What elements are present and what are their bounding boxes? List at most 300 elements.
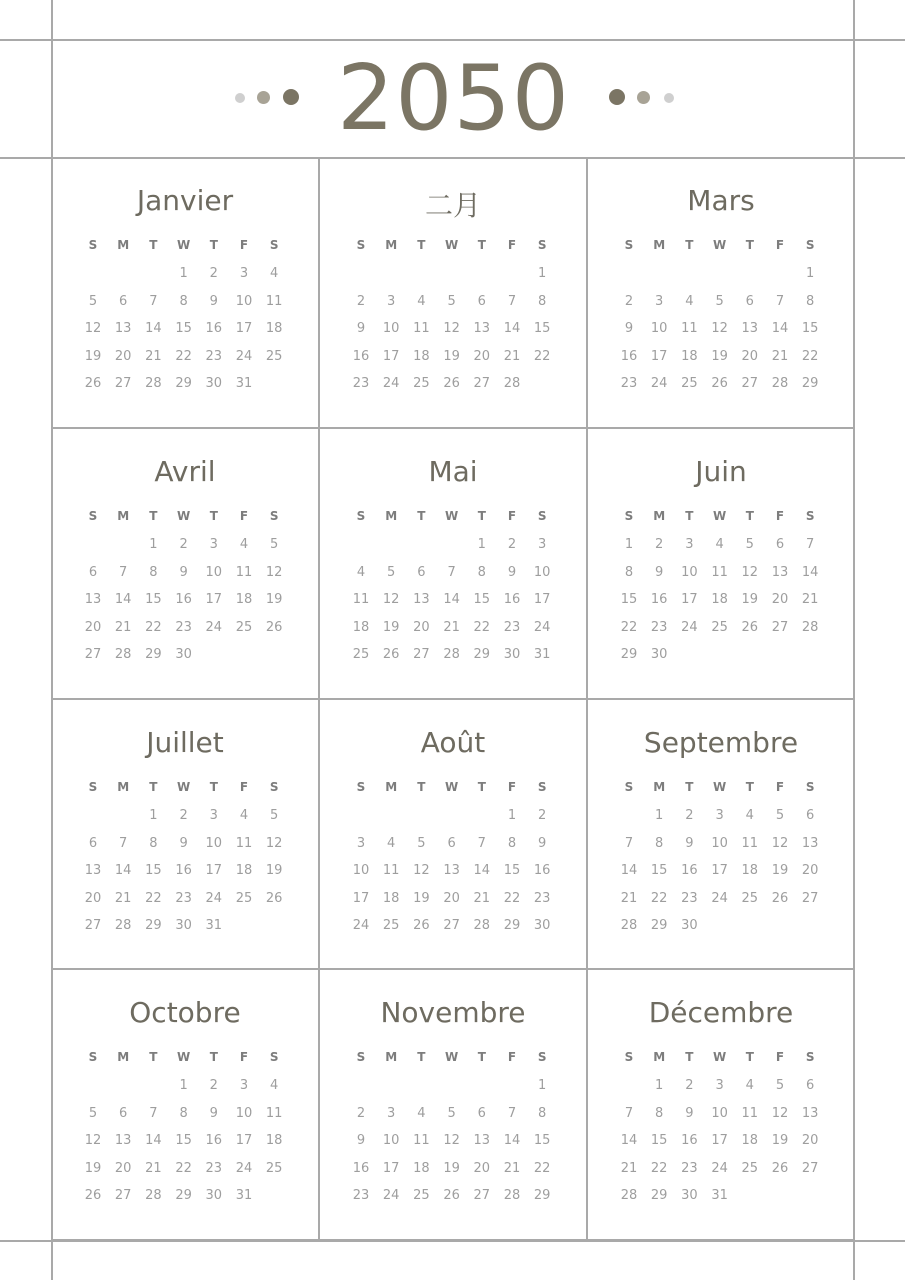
- day-cell: 25: [413, 1188, 430, 1204]
- weekday-label: F: [775, 780, 785, 794]
- dot-icon: [609, 89, 625, 105]
- month-10: [52, 970, 320, 1241]
- day-cell: 26: [382, 647, 400, 663]
- day-cell: 2: [538, 808, 547, 823]
- day-cell: 10: [711, 1105, 728, 1121]
- day-cell: 2: [179, 808, 188, 823]
- day-cell: 1: [624, 537, 634, 552]
- day-cell: 20: [771, 592, 789, 608]
- day-cell: 21: [473, 890, 491, 906]
- day-cell: 5: [270, 808, 279, 823]
- day-cell: 24: [235, 1160, 253, 1176]
- day-cell: 6: [88, 835, 98, 851]
- day-cell: 3: [387, 293, 396, 309]
- day-cell: 22: [650, 890, 668, 906]
- day-cell: 24: [205, 890, 223, 906]
- day-cell: 17: [382, 348, 400, 364]
- day-cell: 12: [443, 321, 460, 337]
- day-cell: 2: [209, 266, 218, 281]
- day-cell: 12: [413, 863, 430, 879]
- day-cell: 26: [265, 890, 283, 906]
- weekday-label: M: [117, 780, 130, 794]
- day-cell: 19: [771, 1133, 789, 1149]
- day-cell: 23: [533, 890, 551, 906]
- weekday-label: T: [685, 780, 694, 794]
- day-cell: 22: [620, 619, 638, 635]
- day-cell: 13: [741, 321, 759, 337]
- day-cell: 14: [114, 863, 132, 879]
- day-cell: 1: [806, 266, 815, 281]
- day-cell: 22: [533, 1160, 551, 1176]
- day-cell: 14: [801, 564, 819, 580]
- weekday-label: S: [88, 780, 98, 794]
- month-name: 二月: [424, 189, 481, 222]
- day-cell: 28: [145, 1188, 162, 1204]
- dot-icon: [664, 93, 674, 103]
- day-cell: 26: [443, 376, 460, 392]
- day-cell: 2: [356, 293, 366, 309]
- day-cell: 28: [620, 1188, 638, 1204]
- day-cell: 2: [209, 1078, 218, 1093]
- day-cell: 3: [209, 808, 218, 823]
- day-cell: 30: [681, 918, 698, 934]
- months-grid: [52, 158, 854, 1241]
- day-cell: 7: [477, 835, 486, 851]
- day-cell: 7: [119, 564, 128, 580]
- weekday-label: W: [712, 1050, 727, 1064]
- day-cell: 26: [771, 890, 789, 906]
- day-cell: 19: [265, 863, 283, 879]
- weekday-label: F: [507, 1050, 517, 1064]
- weekday-label: S: [624, 509, 634, 523]
- day-cell: 10: [382, 1133, 400, 1149]
- day-cell: 6: [417, 564, 426, 580]
- day-cell: 14: [114, 592, 132, 608]
- month-7: [52, 700, 320, 970]
- day-cell: 16: [681, 1133, 698, 1149]
- weekday-label: T: [417, 509, 426, 523]
- weekday-label: F: [775, 238, 785, 252]
- day-cell: 7: [624, 835, 634, 851]
- day-cell: 10: [205, 564, 223, 580]
- weekday-label: T: [417, 238, 426, 252]
- day-cell: 29: [801, 376, 819, 392]
- weekday-label: T: [149, 780, 158, 794]
- day-cell: 28: [145, 376, 162, 392]
- day-cell: 6: [88, 564, 98, 580]
- day-cell: 9: [507, 564, 517, 580]
- month-2: [320, 158, 588, 429]
- day-cell: 17: [205, 592, 223, 608]
- day-cell: 6: [806, 1078, 815, 1093]
- day-cell: 14: [145, 1133, 162, 1149]
- day-cell: 28: [443, 647, 460, 663]
- day-cell: 27: [413, 647, 430, 663]
- day-cell: 28: [620, 918, 638, 934]
- weekday-label: F: [239, 780, 249, 794]
- day-cell: 25: [265, 1160, 283, 1176]
- weekday-label: M: [117, 509, 130, 523]
- day-cell: 3: [209, 537, 218, 552]
- weekday-label: F: [239, 1050, 249, 1064]
- day-cell: 23: [620, 376, 638, 392]
- day-cell: 23: [681, 890, 698, 906]
- day-cell: 6: [447, 835, 456, 851]
- day-cell: 5: [775, 808, 785, 823]
- day-cell: 18: [265, 321, 283, 337]
- day-cell: 23: [205, 1160, 223, 1176]
- day-cell: 13: [473, 321, 491, 337]
- day-cell: 19: [741, 592, 759, 608]
- day-cell: 17: [650, 348, 668, 364]
- day-cell: 8: [179, 293, 188, 309]
- day-cell: 18: [711, 592, 728, 608]
- day-cell: 28: [801, 619, 819, 635]
- day-cell: 11: [235, 564, 253, 580]
- day-cell: 9: [685, 1105, 694, 1121]
- weekday-label: F: [507, 509, 517, 523]
- day-cell: 5: [775, 1078, 785, 1093]
- day-cell: 3: [356, 835, 366, 851]
- day-cell: 7: [149, 1105, 158, 1121]
- day-cell: 21: [145, 1160, 162, 1176]
- day-cell: 5: [745, 537, 754, 552]
- weekday-label: W: [176, 238, 191, 252]
- day-cell: 24: [235, 348, 253, 364]
- day-cell: 22: [650, 1160, 668, 1176]
- day-cell: 1: [149, 537, 158, 552]
- month-name: Janvier: [136, 184, 234, 217]
- day-cell: 10: [711, 835, 728, 851]
- year-title: 2050: [336, 46, 571, 151]
- weekday-label: T: [209, 1050, 218, 1064]
- weekday-label: T: [685, 1050, 694, 1064]
- day-cell: 29: [650, 1188, 668, 1204]
- month-name: Décembre: [648, 996, 794, 1029]
- day-cell: 26: [443, 1188, 460, 1204]
- day-cell: 17: [382, 1160, 400, 1176]
- day-cell: 1: [179, 266, 188, 281]
- weekday-label: S: [805, 238, 815, 252]
- month-name: Août: [420, 726, 486, 759]
- day-cell: 29: [620, 647, 638, 663]
- day-cell: 16: [175, 863, 192, 879]
- weekday-label: S: [356, 238, 366, 252]
- weekday-label: F: [507, 780, 517, 794]
- day-cell: 7: [806, 537, 815, 552]
- weekday-label: F: [239, 238, 249, 252]
- day-cell: 17: [352, 890, 370, 906]
- day-cell: 8: [477, 564, 486, 580]
- day-cell: 29: [533, 1188, 551, 1204]
- weekday-label: S: [356, 780, 366, 794]
- day-cell: 13: [801, 835, 819, 851]
- day-cell: 30: [681, 1188, 698, 1204]
- weekday-label: T: [745, 238, 754, 252]
- day-cell: 24: [533, 619, 551, 635]
- day-cell: 15: [145, 863, 162, 879]
- month-name: Avril: [154, 455, 216, 488]
- day-cell: 23: [650, 619, 668, 635]
- day-cell: 14: [473, 863, 491, 879]
- day-cell: 13: [801, 1105, 819, 1121]
- day-cell: 21: [801, 592, 819, 608]
- day-cell: 16: [205, 321, 223, 337]
- day-cell: 1: [538, 1078, 547, 1093]
- day-cell: 20: [801, 1133, 819, 1149]
- day-cell: 29: [145, 647, 162, 663]
- day-cell: 29: [503, 918, 521, 934]
- day-cell: 21: [620, 1160, 638, 1176]
- month-5: [320, 429, 588, 700]
- day-cell: 15: [533, 1133, 551, 1149]
- day-cell: 11: [413, 1133, 430, 1149]
- day-cell: 20: [801, 863, 819, 879]
- weekday-label: W: [444, 238, 459, 252]
- day-cell: 30: [650, 647, 668, 663]
- day-cell: 25: [235, 619, 253, 635]
- day-cell: 28: [473, 918, 491, 934]
- day-cell: 22: [145, 890, 162, 906]
- day-cell: 14: [503, 1133, 521, 1149]
- day-cell: 20: [84, 619, 102, 635]
- day-cell: 31: [711, 1188, 728, 1204]
- day-cell: 27: [741, 376, 759, 392]
- day-cell: 22: [473, 619, 491, 635]
- month-1: [52, 158, 320, 429]
- day-cell: 12: [711, 321, 728, 337]
- day-cell: 28: [771, 376, 789, 392]
- day-cell: 8: [624, 564, 634, 580]
- day-cell: 6: [119, 293, 128, 309]
- day-cell: 21: [114, 619, 132, 635]
- day-cell: 4: [715, 537, 724, 552]
- day-cell: 9: [209, 293, 218, 309]
- day-cell: 25: [681, 376, 698, 392]
- day-cell: 17: [235, 321, 253, 337]
- day-cell: 19: [84, 348, 102, 364]
- day-cell: 5: [417, 835, 426, 851]
- day-cell: 9: [655, 564, 664, 580]
- day-cell: 4: [417, 1105, 426, 1121]
- weekday-label: M: [117, 1050, 130, 1064]
- day-cell: 30: [503, 647, 521, 663]
- day-cell: 25: [741, 890, 759, 906]
- weekday-label: M: [653, 1050, 666, 1064]
- weekday-label: M: [385, 238, 398, 252]
- day-cell: 23: [175, 890, 192, 906]
- day-cell: 19: [443, 348, 460, 364]
- month-name: Mai: [428, 455, 478, 488]
- day-cell: 19: [413, 890, 430, 906]
- weekday-label: W: [712, 509, 727, 523]
- day-cell: 30: [205, 376, 223, 392]
- day-cell: 10: [382, 321, 400, 337]
- day-cell: 30: [175, 918, 192, 934]
- day-cell: 4: [239, 808, 249, 823]
- day-cell: 10: [235, 1105, 253, 1121]
- weekday-label: M: [653, 780, 666, 794]
- day-cell: 8: [538, 293, 547, 309]
- day-cell: 27: [84, 918, 102, 934]
- weekday-label: T: [477, 1050, 486, 1064]
- day-cell: 23: [352, 1188, 370, 1204]
- day-cell: 26: [84, 1188, 102, 1204]
- day-cell: 14: [771, 321, 789, 337]
- weekday-label: T: [209, 780, 218, 794]
- day-cell: 2: [356, 1105, 366, 1121]
- day-cell: 26: [413, 918, 430, 934]
- day-cell: 3: [239, 1078, 249, 1093]
- day-cell: 10: [681, 564, 698, 580]
- day-cell: 16: [503, 592, 521, 608]
- day-cell: 27: [443, 918, 460, 934]
- day-cell: 15: [650, 863, 668, 879]
- day-cell: 17: [205, 863, 223, 879]
- weekday-label: T: [477, 238, 486, 252]
- weekday-label: T: [745, 780, 754, 794]
- day-cell: 19: [382, 619, 400, 635]
- day-cell: 16: [175, 592, 192, 608]
- day-cell: 28: [503, 1188, 521, 1204]
- day-cell: 22: [533, 348, 551, 364]
- weekday-label: T: [745, 1050, 754, 1064]
- day-cell: 15: [145, 592, 162, 608]
- weekday-label: T: [685, 509, 694, 523]
- day-cell: 12: [265, 835, 283, 851]
- day-cell: 27: [801, 890, 819, 906]
- day-cell: 15: [650, 1133, 668, 1149]
- day-cell: 19: [711, 348, 728, 364]
- day-cell: 25: [235, 890, 253, 906]
- day-cell: 19: [84, 1160, 102, 1176]
- weekday-label: S: [624, 238, 634, 252]
- day-cell: 4: [270, 266, 279, 281]
- day-cell: 1: [149, 808, 158, 823]
- day-cell: 4: [270, 1078, 279, 1093]
- month-name: Juin: [695, 455, 747, 488]
- weekday-label: T: [209, 509, 218, 523]
- day-cell: 29: [145, 918, 162, 934]
- day-cell: 11: [413, 321, 430, 337]
- day-cell: 9: [179, 564, 188, 580]
- day-cell: 1: [655, 808, 664, 823]
- day-cell: 21: [503, 1160, 521, 1176]
- day-cell: 10: [235, 293, 253, 309]
- day-cell: 13: [114, 321, 132, 337]
- day-cell: 15: [473, 592, 491, 608]
- day-cell: 4: [685, 293, 694, 309]
- day-cell: 26: [741, 619, 759, 635]
- day-cell: 18: [413, 348, 430, 364]
- day-cell: 5: [447, 293, 456, 309]
- weekday-label: S: [805, 509, 815, 523]
- day-cell: 23: [681, 1160, 698, 1176]
- day-cell: 2: [507, 537, 517, 552]
- day-cell: 24: [681, 619, 698, 635]
- day-cell: 21: [620, 890, 638, 906]
- day-cell: 20: [114, 348, 132, 364]
- year-header: [53, 41, 854, 158]
- day-cell: 7: [507, 293, 517, 309]
- day-cell: 6: [745, 293, 754, 309]
- weekday-label: S: [88, 509, 98, 523]
- day-cell: 27: [473, 376, 491, 392]
- day-cell: 27: [801, 1160, 819, 1176]
- day-cell: 8: [149, 835, 158, 851]
- day-cell: 20: [114, 1160, 132, 1176]
- day-cell: 3: [655, 293, 664, 309]
- month-3: [588, 158, 854, 429]
- day-cell: 2: [685, 808, 694, 823]
- day-cell: 14: [145, 321, 162, 337]
- day-cell: 25: [413, 376, 430, 392]
- month-name: Octobre: [129, 996, 241, 1029]
- day-cell: 25: [382, 918, 400, 934]
- day-cell: 18: [235, 863, 253, 879]
- day-cell: 21: [503, 348, 521, 364]
- weekday-label: S: [805, 1050, 815, 1064]
- weekday-label: T: [745, 509, 754, 523]
- day-cell: 18: [352, 619, 370, 635]
- day-cell: 13: [771, 564, 789, 580]
- day-cell: 18: [235, 592, 253, 608]
- day-cell: 30: [175, 647, 192, 663]
- month-name: Mars: [687, 184, 755, 217]
- day-cell: 13: [114, 1133, 132, 1149]
- day-cell: 1: [655, 1078, 664, 1093]
- day-cell: 18: [413, 1160, 430, 1176]
- day-cell: 27: [771, 619, 789, 635]
- weekday-label: S: [269, 1050, 279, 1064]
- month-name: Septembre: [643, 726, 799, 759]
- day-cell: 12: [443, 1133, 460, 1149]
- day-cell: 6: [775, 537, 785, 552]
- day-cell: 9: [356, 321, 366, 337]
- day-cell: 11: [741, 835, 759, 851]
- weekday-label: M: [653, 509, 666, 523]
- day-cell: 9: [209, 1105, 218, 1121]
- day-cell: 21: [771, 348, 789, 364]
- day-cell: 26: [265, 619, 283, 635]
- weekday-label: S: [624, 1050, 634, 1064]
- day-cell: 16: [620, 348, 638, 364]
- day-cell: 30: [533, 918, 551, 934]
- day-cell: 4: [356, 564, 366, 580]
- day-cell: 12: [741, 564, 759, 580]
- day-cell: 16: [650, 592, 668, 608]
- day-cell: 29: [473, 647, 491, 663]
- day-cell: 24: [382, 1188, 400, 1204]
- month-8: [320, 700, 588, 970]
- weekday-label: S: [537, 780, 547, 794]
- day-cell: 5: [88, 293, 98, 309]
- day-cell: 21: [443, 619, 460, 635]
- day-cell: 20: [741, 348, 759, 364]
- day-cell: 14: [503, 321, 521, 337]
- day-cell: 2: [179, 537, 188, 552]
- day-cell: 24: [205, 619, 223, 635]
- day-cell: 8: [806, 293, 815, 309]
- day-cell: 10: [205, 835, 223, 851]
- day-cell: 24: [650, 376, 668, 392]
- day-cell: 15: [801, 321, 819, 337]
- weekday-label: F: [239, 509, 249, 523]
- day-cell: 26: [771, 1160, 789, 1176]
- day-cell: 4: [745, 808, 754, 823]
- day-cell: 23: [175, 619, 192, 635]
- weekday-label: S: [269, 509, 279, 523]
